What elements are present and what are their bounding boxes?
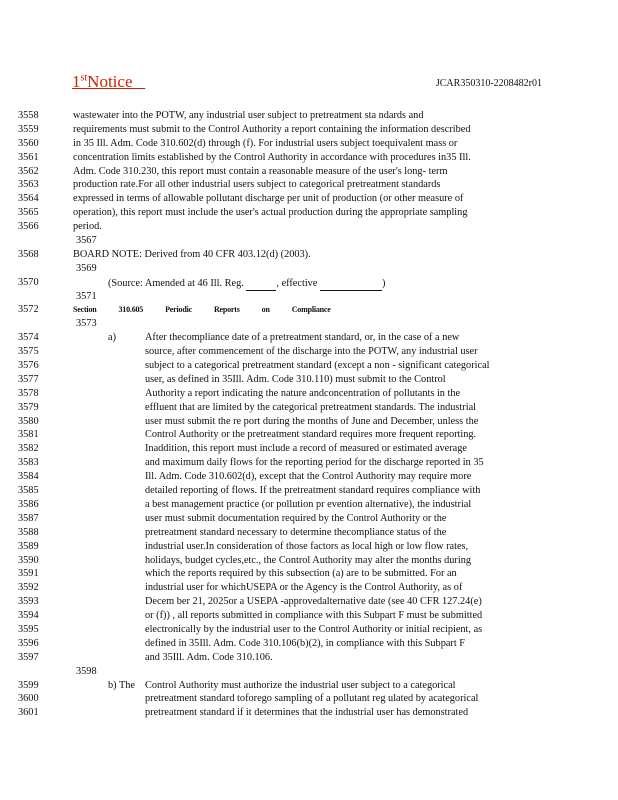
line-text: Adm. Code 310.230, this report must contain a reasonable measure of the user's long- term — [73, 165, 448, 177]
text-line — [0, 165, 618, 179]
line-text: Inaddition, this report must include a record of measured or estimated average — [145, 443, 467, 455]
source-note — [0, 276, 618, 290]
line-number: 3591 — [18, 568, 39, 580]
sub-line-number — [0, 665, 618, 679]
line-number: 3590 — [18, 554, 39, 566]
line-text: Ill. Adm. Code 310.602(d), except that the Control Authority may require more — [145, 471, 472, 483]
section-title-word: Periodic — [165, 305, 192, 315]
line-number: 3581 — [18, 429, 39, 441]
effective-date-blank — [320, 276, 382, 291]
text-line — [0, 651, 618, 665]
line-number: 3571 — [76, 290, 97, 302]
text-line — [0, 331, 618, 345]
text-line — [0, 498, 618, 512]
text-line — [0, 637, 618, 651]
line-number: 3583 — [18, 457, 39, 469]
text-line — [0, 581, 618, 595]
line-text: industrial user for whichUSEPA or the Agency is the Control Authority, as of — [145, 582, 463, 594]
line-text: Control Authority or the pretreatment standard requires more frequent reporting. — [145, 429, 477, 441]
line-text: source, after commencement of the discharge into the POTW, any industrial user — [145, 346, 478, 358]
line-number: 3561 — [18, 151, 39, 163]
line-text: user must submit the re port during the months of June and December, unless the — [145, 415, 479, 427]
line-number: 3598 — [76, 665, 97, 677]
line-number: 3586 — [18, 498, 39, 510]
line-number: 3567 — [76, 235, 97, 247]
document-id: JCAR350310-2208482r01 — [435, 78, 542, 89]
line-number: 3576 — [18, 360, 39, 372]
line-number: 3592 — [18, 582, 39, 594]
line-number: 3564 — [18, 193, 39, 205]
text-line — [0, 178, 618, 192]
text-line — [0, 484, 618, 498]
line-number: 3570 — [18, 276, 39, 288]
line-text: or (f)) , all reports submitted in compliance with this Subpart F must be submitted — [145, 610, 483, 622]
text-line — [0, 623, 618, 637]
notice-superscript: st — [80, 72, 88, 84]
line-text: electronically by the industrial user to the Control Authority or initial recipient, as — [145, 623, 483, 635]
line-text: holidays, budget cycles,etc., the Control Authority may alter the months during — [145, 554, 472, 566]
text-line — [0, 706, 618, 720]
text-line — [0, 123, 618, 137]
section-title-word: on — [261, 305, 270, 315]
section-number: 310.605 — [118, 305, 144, 315]
text-line — [0, 679, 618, 693]
line-number: 3562 — [18, 165, 39, 177]
line-number: 3577 — [18, 373, 39, 385]
document-body — [0, 109, 618, 720]
line-number: 3589 — [18, 540, 39, 552]
source-middle: , effective — [276, 277, 318, 289]
line-number: 3595 — [18, 623, 39, 635]
line-number: 3559 — [18, 123, 39, 135]
paragraph-intro — [0, 109, 618, 234]
line-number: 3599 — [18, 679, 39, 691]
line-text: pretreatment standard toforego sampling of a pollutant reg ulated by acategorical — [145, 693, 479, 705]
text-line — [0, 428, 618, 442]
line-number: 3563 — [18, 179, 39, 191]
sub-line-number — [0, 317, 618, 331]
section-word: Section — [73, 305, 97, 315]
text-line — [0, 109, 618, 123]
line-number: 3587 — [18, 512, 39, 524]
line-text: production rate.For all other industrial users subject to categorical pretreatment standards — [73, 179, 441, 191]
line-text: subject to a categorical pretreatment standard (except a non - significant categorical — [145, 360, 490, 372]
line-text: wastewater into the POTW, any industrial user subject to pretreatment sta ndards and — [73, 110, 424, 121]
text-line — [0, 554, 618, 568]
line-number: 3566 — [18, 221, 39, 233]
text-line — [0, 151, 618, 165]
line-number: 3580 — [18, 415, 39, 427]
line-number: 3582 — [18, 443, 39, 455]
section-title — [73, 303, 353, 317]
text-line — [0, 415, 618, 429]
text-line — [0, 456, 618, 470]
line-number: 3569 — [76, 262, 97, 274]
text-line — [0, 345, 618, 359]
subsection-label: b) The — [108, 679, 135, 691]
notice-word: Notice — [87, 72, 133, 91]
line-text: operation), this report must include the user's actual production during the appropriate sampling — [73, 207, 468, 219]
section-title-word: Reports — [213, 305, 240, 315]
line-number: 3601 — [18, 707, 39, 719]
line-text: Authority a report indicating the nature andconcentration of pollutants in the — [145, 387, 461, 399]
subsection-a — [0, 331, 618, 664]
line-text: a best management practice (or pollution pr evention alternative), the industrial — [145, 498, 472, 510]
line-text: in 35 Ill. Adm. Code 310.602(d) through (f). For industrial users subject toequivalent mass or — [73, 137, 458, 149]
line-number: 3574 — [18, 332, 39, 344]
page-header — [72, 72, 542, 94]
line-number: 3578 — [18, 387, 39, 399]
text-line — [0, 137, 618, 151]
text-line — [0, 359, 618, 373]
line-number: 3596 — [18, 637, 39, 649]
text-line — [0, 567, 618, 581]
line-text: After thecompliance date of a pretreatment standard, or, in the case of a new — [145, 332, 460, 344]
line-text: period. — [73, 221, 102, 233]
line-text: expressed in terms of allowable pollutant discharge per unit of production (or other measure of — [73, 193, 464, 205]
line-text: defined in 35Ill. Adm. Code 310.106(b)(2), in compliance with this Subpart F — [145, 637, 466, 649]
text-line — [0, 442, 618, 456]
notice-number: 1 — [72, 72, 81, 91]
line-text: user, as defined in 35Ill. Adm. Code 310.110) must submit to the Control — [145, 373, 446, 385]
line-text: Control Authority must authorize the industrial user subject to a categorical — [145, 679, 456, 691]
subsection-label: a) — [108, 332, 116, 344]
sub-line-number — [0, 262, 618, 276]
text-line — [0, 595, 618, 609]
source-prefix: (Source: Amended at 46 Ill. Reg. — [108, 277, 244, 289]
line-text: and maximum daily flows for the reporting period for the discharge reported in 35 — [145, 457, 484, 469]
register-blank — [246, 276, 276, 291]
line-number: 3593 — [18, 596, 39, 608]
line-text: pretreatment standard if it determines that the industrial user has demonstrated — [145, 707, 469, 719]
text-line — [0, 692, 618, 706]
text-line — [0, 401, 618, 415]
line-text: industrial user.In consideration of those factors as local high or low flow rates, — [145, 540, 469, 552]
source-text — [108, 276, 385, 291]
text-line — [0, 526, 618, 540]
line-number: 3560 — [18, 137, 39, 149]
text-line — [0, 387, 618, 401]
text-line — [0, 373, 618, 387]
line-number: 3588 — [18, 526, 39, 538]
board-note-text: BOARD NOTE: Derived from 40 CFR 403.12(d) (2003). — [73, 248, 311, 260]
text-line — [0, 206, 618, 220]
line-number: 3558 — [18, 110, 39, 121]
sub-line-number — [0, 290, 618, 304]
line-text: effluent that are limited by the categorical pretreatment standards. The industrial — [145, 401, 476, 413]
line-text: pretreatment standard necessary to determine thecompliance status of the — [145, 526, 447, 538]
line-number: 3597 — [18, 651, 39, 663]
sub-line-number — [0, 234, 618, 248]
line-number: 3594 — [18, 610, 39, 622]
line-text: Decem ber 21, 2025or a USEPA -approvedalternative date (see 40 CFR 127.24(e) — [145, 596, 482, 608]
board-note — [0, 248, 618, 262]
line-number: 3579 — [18, 401, 39, 413]
line-number: 3584 — [18, 471, 39, 483]
line-number: 3565 — [18, 207, 39, 219]
subsection-b — [0, 679, 618, 721]
line-number: 3572 — [18, 304, 39, 316]
line-text: and 35Ill. Adm. Code 310.106. — [145, 651, 273, 663]
line-number: 3575 — [18, 346, 39, 358]
line-text: concentration limits established by the Control Authority in accordance with procedures in35 Ill. — [73, 151, 471, 163]
line-text: detailed reporting of flows. If the pretreatment standard requires compliance with — [145, 485, 481, 497]
text-line — [0, 192, 618, 206]
line-number: 3568 — [18, 248, 39, 260]
text-line — [0, 470, 618, 484]
text-line — [0, 540, 618, 554]
line-number: 3585 — [18, 485, 39, 497]
line-text: user must submit documentation required by the Control Authority or the — [145, 512, 447, 524]
line-number: 3573 — [76, 318, 97, 330]
line-number: 3600 — [18, 693, 39, 705]
source-suffix: ) — [381, 277, 386, 289]
line-text: which the reports required by this subsection (a) are to be submitted. For an — [145, 568, 457, 580]
section-heading — [0, 303, 618, 317]
text-line — [0, 512, 618, 526]
line-text: requirements must submit to the Control Authority a report containing the information described — [73, 123, 471, 135]
text-line — [0, 609, 618, 623]
section-title-word: Compliance — [291, 305, 331, 315]
text-line — [0, 220, 618, 234]
notice-heading — [72, 72, 145, 92]
